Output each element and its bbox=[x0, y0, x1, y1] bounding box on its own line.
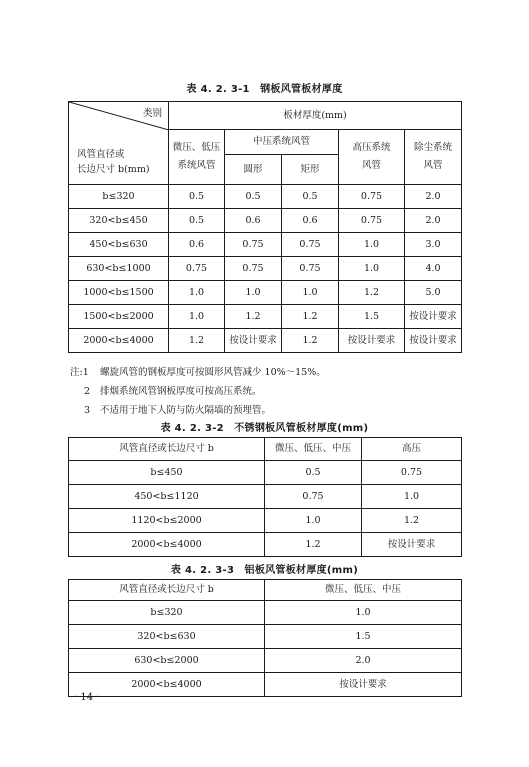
cell: 0.75 bbox=[282, 233, 339, 257]
cell: b≤320 bbox=[69, 601, 265, 625]
table-row bbox=[69, 257, 462, 281]
header-micro-low-line1: 微压、低压 bbox=[172, 142, 221, 154]
header-dust-line2: 风管 bbox=[423, 160, 443, 171]
cell: 5.0 bbox=[405, 281, 462, 305]
cell: 630<b≤2000 bbox=[69, 649, 265, 673]
header-round: 圆形 bbox=[225, 155, 282, 185]
cell: 1.0 bbox=[169, 305, 225, 329]
table-row bbox=[69, 625, 462, 649]
table-row bbox=[69, 281, 462, 305]
table-row bbox=[69, 601, 462, 625]
cell: 按设计要求 bbox=[225, 329, 282, 353]
cell: 0.75 bbox=[225, 233, 282, 257]
cell: 0.5 bbox=[169, 185, 225, 209]
cell: 1500<b≤2000 bbox=[69, 305, 169, 329]
header-medium: 中压系统风管 bbox=[225, 130, 339, 155]
cell: 0.5 bbox=[265, 461, 362, 485]
cell: 1000<b≤1500 bbox=[69, 281, 169, 305]
cell: 0.75 bbox=[339, 185, 405, 209]
cell: 0.75 bbox=[169, 257, 225, 281]
cell: 按设计要求 bbox=[362, 533, 462, 557]
corner-label-size bbox=[77, 147, 150, 177]
cell: 1.2 bbox=[339, 281, 405, 305]
stainless-thickness-table bbox=[68, 437, 462, 557]
cell: 按设计要求 bbox=[405, 305, 462, 329]
cell: 1.0 bbox=[169, 281, 225, 305]
table3-caption: 表 4. 2. 3-3 铝板风管板材厚度(mm) bbox=[170, 565, 359, 576]
cell: 2.0 bbox=[405, 185, 462, 209]
note-3 bbox=[84, 402, 271, 416]
cell: 450<b≤630 bbox=[69, 233, 169, 257]
cell: 按设计要求 bbox=[405, 329, 462, 353]
note-text: 螺旋风管的钢板厚度可按圆形风管减少 10%～15%。 bbox=[100, 367, 326, 378]
header-high bbox=[339, 130, 405, 185]
cell: 1.0 bbox=[265, 509, 362, 533]
cell: 320<b≤450 bbox=[69, 209, 169, 233]
header-rect: 矩形 bbox=[282, 155, 339, 185]
cell: 1120<b≤2000 bbox=[69, 509, 265, 533]
table-row bbox=[69, 485, 462, 509]
header-high-line1: 高压系统 bbox=[352, 142, 391, 154]
cell: b≤320 bbox=[69, 185, 169, 209]
aluminum-thickness-table bbox=[68, 579, 462, 697]
note-number: 3 bbox=[84, 405, 91, 416]
cell: 2000<b≤4000 bbox=[69, 533, 265, 557]
table-row bbox=[69, 509, 462, 533]
header-cell: 高压 bbox=[362, 438, 462, 461]
cell: 0.5 bbox=[282, 185, 339, 209]
note-text: 不适用于地下人防与防火隔墙的预埋管。 bbox=[100, 405, 272, 416]
cell: 按设计要求 bbox=[265, 673, 462, 697]
table-row bbox=[69, 305, 462, 329]
header-cell: 微压、低压、中压 bbox=[265, 580, 462, 601]
note-text: 排烟系统风管钢板厚度可按高压系统。 bbox=[100, 386, 262, 397]
header-high-line2: 风管 bbox=[361, 160, 381, 171]
cell: 630<b≤1000 bbox=[69, 257, 169, 281]
cell: 1.2 bbox=[265, 533, 362, 557]
cell: 0.75 bbox=[339, 209, 405, 233]
cell: 2000<b≤4000 bbox=[69, 673, 265, 697]
note-2 bbox=[84, 383, 262, 397]
table-row bbox=[69, 185, 462, 209]
corner-label-size-line2: 长边尺寸 b(mm) bbox=[77, 164, 150, 176]
cell: 1.2 bbox=[362, 509, 462, 533]
steel-thickness-table bbox=[68, 101, 462, 353]
cell: 0.5 bbox=[169, 209, 225, 233]
cell: 1.2 bbox=[225, 305, 282, 329]
cell: 按设计要求 bbox=[339, 329, 405, 353]
table-header-row bbox=[69, 438, 462, 461]
table-row bbox=[69, 329, 462, 353]
cell: 1.0 bbox=[225, 281, 282, 305]
header-micro-low bbox=[169, 130, 225, 185]
header-thickness: 板材厚度(mm) bbox=[169, 102, 462, 130]
cell: 2.0 bbox=[405, 209, 462, 233]
table-header-row bbox=[69, 580, 462, 601]
table-row bbox=[69, 533, 462, 557]
cell: 0.75 bbox=[265, 485, 362, 509]
cell: 0.6 bbox=[169, 233, 225, 257]
cell: 0.75 bbox=[282, 257, 339, 281]
table1-caption: 表 4. 2. 3-1 钢板风管板材厚度 bbox=[186, 84, 343, 95]
cell: 2.0 bbox=[265, 649, 462, 673]
header-cell: 风管直径或长边尺寸 b bbox=[69, 580, 265, 601]
table1-corner-cell bbox=[69, 102, 169, 185]
note-1 bbox=[70, 364, 326, 378]
cell: 1.0 bbox=[282, 281, 339, 305]
cell: 1.2 bbox=[282, 329, 339, 353]
cell: 0.75 bbox=[225, 257, 282, 281]
cell: 1.0 bbox=[362, 485, 462, 509]
table-row bbox=[69, 209, 462, 233]
header-cell: 微压、低压、中压 bbox=[265, 438, 362, 461]
header-dust-line1: 除尘系统 bbox=[414, 142, 453, 154]
cell: 4.0 bbox=[405, 257, 462, 281]
page-number: · 14 · bbox=[74, 692, 100, 703]
note-number: 注:1 bbox=[70, 367, 89, 378]
cell: 1.2 bbox=[282, 305, 339, 329]
cell: 0.5 bbox=[225, 185, 282, 209]
table-row bbox=[69, 673, 462, 697]
note-number: 2 bbox=[84, 386, 91, 397]
cell: 1.0 bbox=[339, 233, 405, 257]
cell: 2000<b≤4000 bbox=[69, 329, 169, 353]
cell: 0.6 bbox=[282, 209, 339, 233]
table2-caption: 表 4. 2. 3-2 不锈钢板风管板材厚度(mm) bbox=[160, 423, 369, 434]
corner-label-category: 类别 bbox=[142, 108, 162, 119]
cell: 1.0 bbox=[339, 257, 405, 281]
cell: 1.0 bbox=[265, 601, 462, 625]
cell: 450<b≤1120 bbox=[69, 485, 265, 509]
cell: 0.6 bbox=[225, 209, 282, 233]
table-row bbox=[69, 649, 462, 673]
cell: 1.2 bbox=[169, 329, 225, 353]
cell: 3.0 bbox=[405, 233, 462, 257]
cell: 1.5 bbox=[339, 305, 405, 329]
corner-label-size-line1: 风管直径或 bbox=[77, 149, 125, 160]
header-micro-low-line2: 系统风管 bbox=[177, 160, 216, 171]
table-row bbox=[69, 461, 462, 485]
cell: 0.75 bbox=[362, 461, 462, 485]
header-dust bbox=[405, 130, 462, 185]
table-row bbox=[69, 233, 462, 257]
cell: b≤450 bbox=[69, 461, 265, 485]
cell: 1.5 bbox=[265, 625, 462, 649]
header-cell: 风管直径或长边尺寸 b bbox=[69, 438, 265, 461]
cell: 320<b≤630 bbox=[69, 625, 265, 649]
